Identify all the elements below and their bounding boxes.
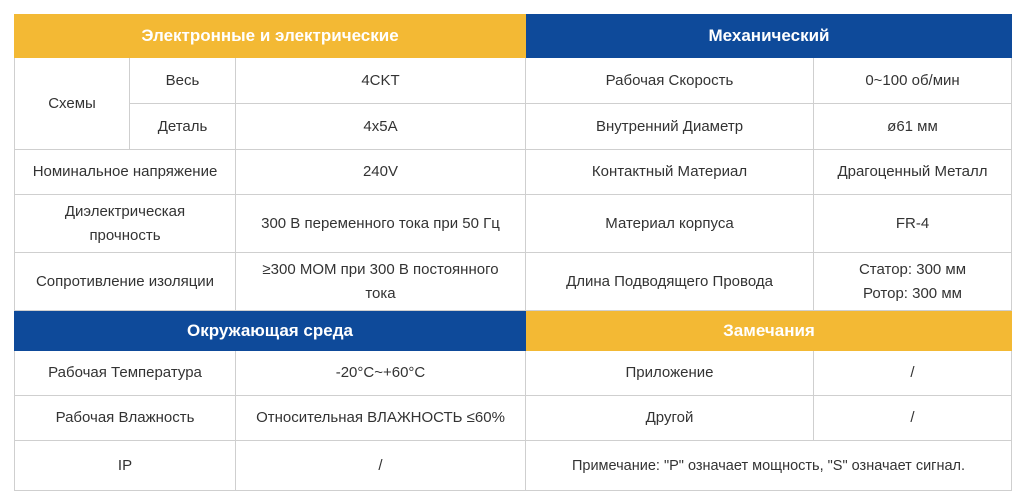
insulation-label: Сопротивление изоляции: [14, 253, 236, 311]
ip-label: IP: [14, 441, 236, 491]
header-mechanical: Механический: [526, 14, 1012, 58]
contact-label: Контактный Материал: [526, 150, 814, 195]
lead-rotor: Ротор: 300 мм: [863, 284, 962, 302]
speed-label: Рабочая Скорость: [526, 58, 814, 104]
lead-stator: Статор: 300 мм: [858, 260, 967, 278]
voltage-value: 240V: [236, 150, 526, 195]
detail-label: Деталь: [130, 104, 236, 150]
header-environment: Окружающая среда: [14, 311, 526, 351]
diameter-value: ø61 мм: [814, 104, 1012, 150]
ip-value: /: [236, 441, 526, 491]
contact-value: Драгоценный Металл: [814, 150, 1012, 195]
insulation-value: ≥300 МОМ при 300 В постоянного тока: [236, 253, 526, 311]
housing-value: FR-4: [814, 195, 1012, 253]
remarks-note: Примечание: "P" означает мощность, "S" означает сигнал.: [526, 441, 1012, 491]
other-label: Другой: [526, 396, 814, 441]
housing-label: Материал корпуса: [526, 195, 814, 253]
humidity-value: Относительная ВЛАЖНОСТЬ ≤60%: [236, 396, 526, 441]
humidity-label: Рабочая Влажность: [14, 396, 236, 441]
dielectric-value: 300 В переменного тока при 50 Гц: [236, 195, 526, 253]
total-value: 4CKT: [236, 58, 526, 104]
application-value: /: [814, 351, 1012, 396]
lead-length-label: Длина Подводящего Провода: [526, 253, 814, 311]
diameter-label: Внутренний Диаметр: [526, 104, 814, 150]
header-remarks: Замечания: [526, 311, 1012, 351]
circuits-label: Схемы: [14, 58, 130, 150]
application-label: Приложение: [526, 351, 814, 396]
temp-label: Рабочая Температура: [14, 351, 236, 396]
voltage-label: Номинальное напряжение: [14, 150, 236, 195]
lead-length-value: [814, 253, 1012, 311]
temp-value: -20°C~+60°C: [236, 351, 526, 396]
detail-value: 4x5A: [236, 104, 526, 150]
speed-value: 0~100 об/мин: [814, 58, 1012, 104]
other-value: /: [814, 396, 1012, 441]
spec-table: [14, 14, 1012, 491]
header-electrical: Электронные и электрические: [14, 14, 526, 58]
dielectric-label: Диэлектрическая прочность: [14, 195, 236, 253]
total-label: Весь: [130, 58, 236, 104]
